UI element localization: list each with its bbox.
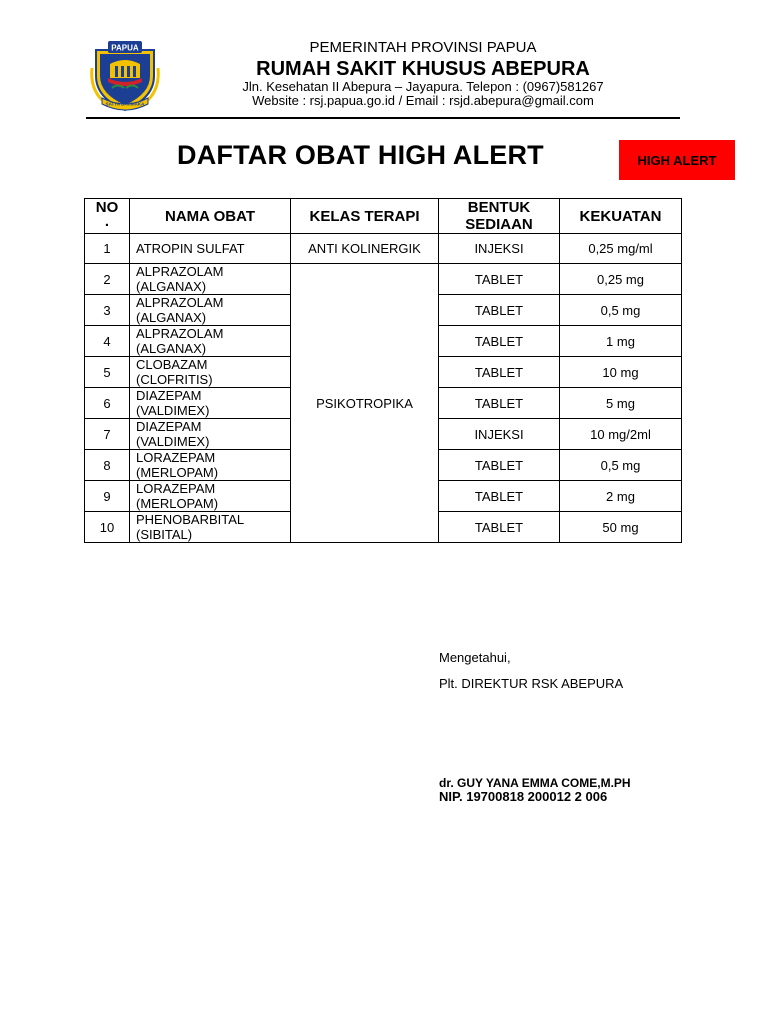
column-header-form: BENTUK SEDIAAN [439, 199, 560, 234]
cell-strength: 50 mg [560, 512, 682, 543]
cell-form: TABLET [439, 264, 560, 295]
hospital-name: RUMAH SAKIT KHUSUS ABEPURA [256, 57, 590, 80]
cell-name: DIAZEPAM (VALDIMEX) [130, 419, 291, 450]
cell-form: TABLET [439, 357, 560, 388]
cell-class-merged: PSIKOTROPIKA [291, 264, 439, 543]
government-name: PEMERINTAH PROVINSI PAPUA [309, 39, 537, 56]
cell-no: 9 [85, 481, 130, 512]
cell-name: ALPRAZOLAM (ALGANAX) [130, 264, 291, 295]
drug-table [84, 198, 682, 543]
cell-class: ANTI KOLINERGIK [291, 234, 439, 264]
cell-no: 5 [85, 357, 130, 388]
cell-no: 6 [85, 388, 130, 419]
approval-block [439, 650, 623, 692]
cell-form: TABLET [439, 512, 560, 543]
cell-strength: 10 mg/2ml [560, 419, 682, 450]
cell-strength: 5 mg [560, 388, 682, 419]
table-row [85, 234, 682, 264]
cell-form: TABLET [439, 450, 560, 481]
high-alert-badge: HIGH ALERT [619, 140, 735, 180]
cell-name: ALPRAZOLAM (ALGANAX) [130, 326, 291, 357]
table-header-row [85, 199, 682, 234]
cell-strength: 0,5 mg [560, 450, 682, 481]
cell-no: 8 [85, 450, 130, 481]
cell-strength: 10 mg [560, 357, 682, 388]
cell-no: 4 [85, 326, 130, 357]
approval-known-label: Mengetahui, [439, 650, 511, 665]
cell-form: INJEKSI [439, 234, 560, 264]
hospital-address: Jln. Kesehatan II Abepura – Jayapura. Telepon : (0967)581267 [242, 78, 604, 94]
cell-no: 1 [85, 234, 130, 264]
cell-name: DIAZEPAM (VALDIMEX) [130, 388, 291, 419]
cell-form: TABLET [439, 326, 560, 357]
cell-name: ATROPIN SULFAT [130, 234, 291, 264]
table-row [85, 264, 682, 295]
cell-strength: 0,25 mg/ml [560, 234, 682, 264]
column-header-class: KELAS TERAPI [291, 199, 439, 234]
signer-name: dr. GUY YANA EMMA COME,M.PH [439, 776, 631, 790]
document-title: DAFTAR OBAT HIGH ALERT [177, 140, 544, 170]
cell-no: 7 [85, 419, 130, 450]
column-header-strength: KEKUATAN [560, 199, 682, 234]
cell-form: TABLET [439, 481, 560, 512]
cell-form: TABLET [439, 388, 560, 419]
column-header-name: NAMA OBAT [130, 199, 291, 234]
column-header-no: NO . [85, 199, 130, 234]
cell-no: 2 [85, 264, 130, 295]
cell-name: CLOBAZAM (CLOFRITIS) [130, 357, 291, 388]
letterhead [180, 40, 666, 108]
cell-name: LORAZEPAM (MERLOPAM) [130, 450, 291, 481]
letterhead-divider [86, 117, 680, 119]
cell-strength: 1 mg [560, 326, 682, 357]
cell-name: ALPRAZOLAM (ALGANAX) [130, 295, 291, 326]
signer-block [439, 776, 631, 804]
cell-name: PHENOBARBITAL (SIBITAL) [130, 512, 291, 543]
logo-text: PAPUA [111, 43, 139, 53]
cell-name: LORAZEPAM (MERLOPAM) [130, 481, 291, 512]
cell-no: 10 [85, 512, 130, 543]
cell-strength: 0,25 mg [560, 264, 682, 295]
logo-motto: SATYA DARMAKA [105, 101, 145, 107]
hospital-logo [88, 38, 162, 114]
cell-strength: 0,5 mg [560, 295, 682, 326]
approval-position: Plt. DIREKTUR RSK ABEPURA [439, 676, 624, 691]
cell-strength: 2 mg [560, 481, 682, 512]
cell-form: INJEKSI [439, 419, 560, 450]
hospital-contact: Website : rsj.papua.go.id / Email : rsjd.abepura@gmail.com [252, 92, 594, 108]
cell-form: TABLET [439, 295, 560, 326]
cell-no: 3 [85, 295, 130, 326]
signer-nip: NIP. 19700818 200012 2 006 [439, 789, 608, 804]
